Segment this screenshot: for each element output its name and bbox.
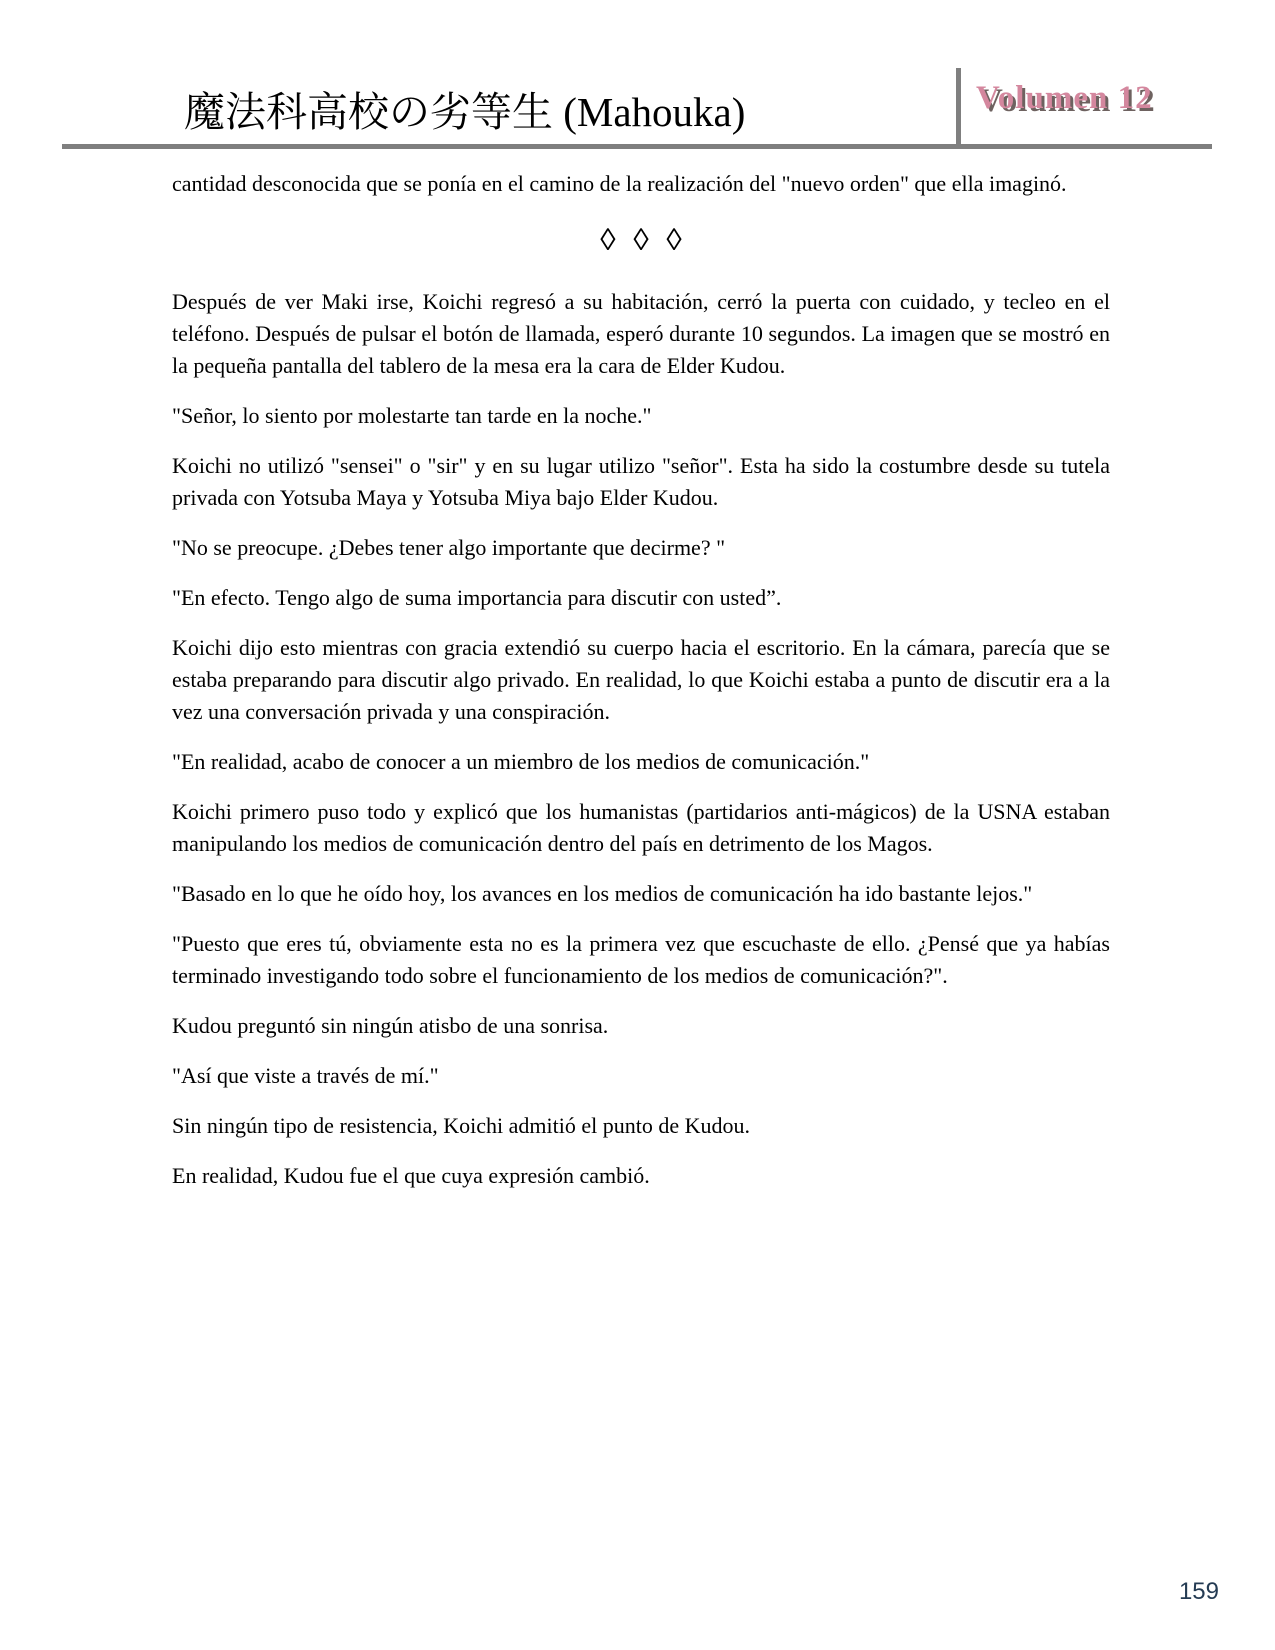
header-divider-bar <box>956 68 961 144</box>
body-text <box>172 168 1110 1210</box>
paragraph: Sin ningún tipo de resistencia, Koichi admitió el punto de Kudou. <box>172 1113 751 1138</box>
paragraph: "Así que viste a través de mí." <box>172 1063 439 1088</box>
section-divider: ◊ ◊ ◊ <box>600 222 682 257</box>
paragraph: "En efecto. Tengo algo de suma importancia para discutir con usted”. <box>172 585 782 610</box>
paragraph: Koichi dijo esto mientras con gracia extendió su cuerpo hacia el escritorio. En la cámara, parecía que se estaba preparando para discutir algo privado. En realidad, lo que Koichi estaba a punto de discutir era a la vez una conversación privada y una conspiración. <box>172 635 1110 724</box>
document-title: 魔法科高校の劣等生 (Mahouka) <box>184 89 746 135</box>
paragraph: Koichi primero puso todo y explicó que los humanistas (partidarios anti-mágicos) de la USNA estaban manipulando los medios de comunicación dentro del país en detrimento de los Magos. <box>172 799 1110 856</box>
paragraph: cantidad desconocida que se ponía en el camino de la realización del "nuevo orden" que ella imaginó. <box>172 171 1067 196</box>
page-number: 159 <box>1178 1578 1219 1605</box>
header-rule <box>62 144 1212 155</box>
page-header <box>62 64 1212 155</box>
paragraph: "No se preocupe. ¿Debes tener algo importante que decirme? " <box>172 535 726 560</box>
paragraph: Koichi no utilizó "sensei" o "sir" y en su lugar utilizo "señor". Esta ha sido la costumbre desde su tutela privada con Yotsuba Maya y Yotsuba Miya bajo Elder Kudou. <box>172 453 1110 510</box>
volume-label: Volumen 12 <box>976 80 1153 116</box>
paragraph: "Basado en lo que he oído hoy, los avances en los medios de comunicación ha ido bastante lejos." <box>172 881 1033 906</box>
paragraph: "En realidad, acabo de conocer a un miembro de los medios de comunicación." <box>172 749 870 774</box>
paragraph: Después de ver Maki irse, Koichi regresó a su habitación, cerró la puerta con cuidado, y tecleo en el teléfono. Después de pulsar el botón de llamada, esperó durante 10 segundos. La imagen que se mostró en la pequeña pantalla del tablero de la mesa era la cara de Elder Kudou. <box>172 289 1110 378</box>
paragraph: En realidad, Kudou fue el que cuya expresión cambió. <box>172 1163 650 1188</box>
paragraph: Kudou preguntó sin ningún atisbo de una sonrisa. <box>172 1013 609 1038</box>
paragraph: "Puesto que eres tú, obviamente esta no es la primera vez que escuchaste de ello. ¿Pensé que ya habías terminado investigando todo sobre el funcionamiento de los medios de comunicación?". <box>172 931 1110 988</box>
page-header-inner <box>62 64 1212 144</box>
paragraph: "Señor, lo siento por molestarte tan tarde en la noche." <box>172 403 652 428</box>
